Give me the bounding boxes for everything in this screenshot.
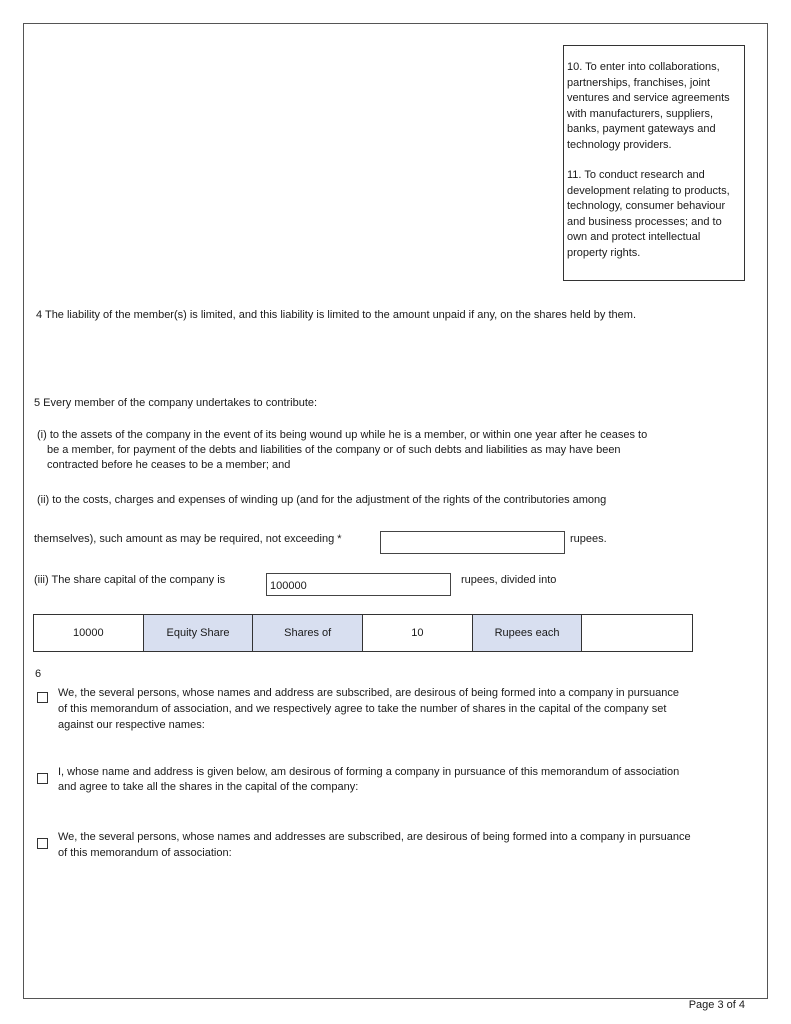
clause-5-i-line1: (i) to the assets of the company in the event of its being wound up while he is a member, or within one year after he ceases to	[37, 429, 648, 441]
shares-table	[33, 614, 693, 652]
share-count-cell[interactable]: 10000	[34, 615, 144, 651]
option1-line2: of this memorandum of association, and we respectively agree to take the number of shares in the capital of the company set	[58, 703, 667, 715]
clause-5-i-line2: be a member, for payment of the debts and liabilities of the company or of such debts and liabilities as may have been	[47, 444, 621, 456]
clause-5-ii-line1: (ii) to the costs, charges and expenses of winding up (and for the adjustment of the rights of the contributories among	[37, 494, 607, 506]
option3-line1: We, the several persons, whose names and addresses are subscribed, are desirous of being formed into a company in pursuance	[58, 831, 691, 843]
option1-line1: We, the several persons, whose names and address are subscribed, are desirous of being formed into a company in pursuance	[58, 687, 680, 699]
object-item-10: 10. To enter into collaborations, partnerships, franchises, joint ventures and service agreements with manufacturers, suppliers, banks, payment gateways and technology providers.	[567, 61, 730, 151]
option2-checkbox[interactable]	[37, 773, 48, 784]
shares-of-label: Shares of	[253, 615, 363, 651]
option1-line3: against our respective names:	[58, 719, 205, 731]
share-value-cell[interactable]: 10	[363, 615, 473, 651]
share-capital-field[interactable]: 100000	[266, 573, 451, 596]
option2-line2: and agree to take all the shares in the capital of the company:	[58, 781, 359, 793]
rupees-each-label: Rupees each	[473, 615, 583, 651]
option3-line2: of this memorandum of association:	[58, 847, 232, 859]
share-type-cell: Equity Share	[144, 615, 254, 651]
clause-5-intro: 5 Every member of the company undertakes to contribute:	[34, 397, 318, 409]
clause-5-i-line3: contracted before he ceases to be a member; and	[47, 459, 291, 471]
share-capital-label: (iii) The share capital of the company is	[34, 574, 226, 586]
rupees-label: rupees.	[570, 533, 607, 545]
objects-box	[563, 45, 745, 281]
page-number: Page 3 of 4	[688, 999, 745, 1011]
blank-cell[interactable]	[582, 615, 692, 651]
max-contribution-field[interactable]	[380, 531, 565, 554]
clause-6-number: 6	[35, 668, 42, 680]
clause-5-ii-line2: themselves), such amount as may be required, not exceeding *	[34, 533, 342, 545]
option3-checkbox[interactable]	[37, 838, 48, 849]
clause-4-text: 4 The liability of the member(s) is limited, and this liability is limited to the amount unpaid if any, on the shares held by them.	[36, 309, 636, 321]
divided-into-label: rupees, divided into	[461, 574, 557, 586]
object-item-11: 11. To conduct research and development relating to products, technology, consumer behaviour and business processes; and to own and protect intellectual property rights.	[567, 169, 730, 259]
option2-line1: I, whose name and address is given below, am desirous of forming a company in pursuance of this memorandum of association	[58, 766, 680, 778]
option1-checkbox[interactable]	[37, 692, 48, 703]
